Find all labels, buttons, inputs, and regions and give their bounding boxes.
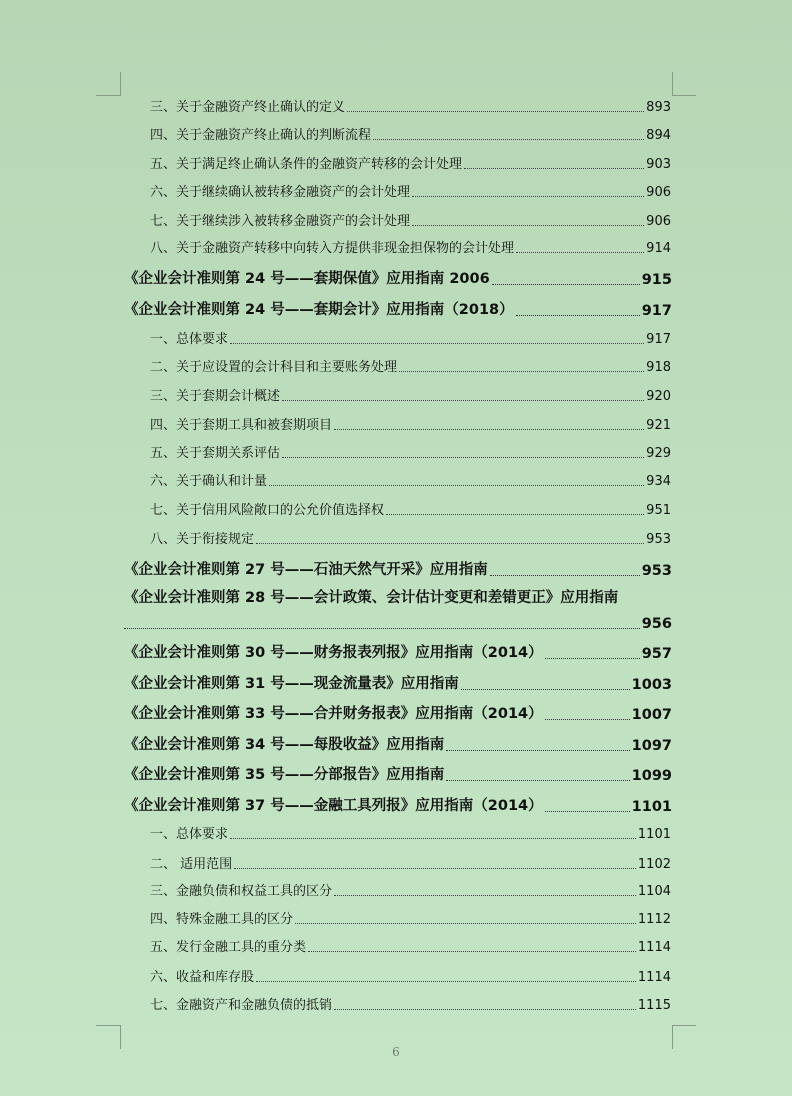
toc-entry-title: 八、关于金融资产转移中向转入方提供非现金担保物的会计处理	[150, 241, 515, 256]
toc-entry-title: 六、收益和库存股	[150, 970, 255, 985]
toc-entry-title: 三、金融负债和权益工具的区分	[150, 884, 333, 899]
dot-leader	[230, 838, 636, 839]
dot-leader	[490, 575, 640, 576]
toc-entry-title: 《企业会计准则第 27 号——石油天然气开采》应用指南	[124, 562, 488, 578]
toc-entry-section[interactable]	[150, 209, 671, 229]
toc-entry-title: 八、关于衔接规定	[150, 532, 255, 547]
toc-entry-chapter[interactable]	[124, 640, 672, 662]
toc-entry-page: 918	[646, 360, 671, 375]
dot-leader	[347, 111, 644, 112]
dot-leader	[373, 139, 644, 140]
dot-leader	[282, 400, 644, 401]
dot-leader	[412, 225, 644, 226]
dot-leader	[545, 658, 640, 659]
dot-leader	[412, 196, 644, 197]
dot-leader	[446, 780, 629, 781]
toc-entry-title: 七、关于继续涉入被转移金融资产的会计处理	[150, 214, 411, 229]
toc-entry-page: 953	[641, 563, 672, 579]
toc-entry-chapter[interactable]	[124, 793, 672, 815]
toc-entry-page: 934	[646, 474, 671, 489]
toc-entry-page: 951	[646, 503, 671, 518]
toc-entry-section[interactable]	[150, 180, 671, 200]
toc-entry-title: 《企业会计准则第 34 号——每股收益》应用指南	[124, 737, 445, 753]
dot-leader	[269, 485, 644, 486]
toc-entry-section[interactable]	[150, 384, 671, 404]
dot-leader	[492, 284, 640, 285]
toc-entry-page: 1099	[631, 768, 672, 784]
toc-entry-title: 《企业会计准则第 24 号——套期保值》应用指南 2006	[124, 271, 490, 287]
page-number: 6	[392, 1045, 400, 1059]
toc-entry-section[interactable]	[150, 822, 671, 842]
toc-entry-title: 《企业会计准则第 28 号——会计政策、会计估计变更和差错更正》应用指南	[124, 590, 619, 606]
dot-leader	[256, 981, 636, 982]
toc-entry-page: 1115	[637, 998, 671, 1013]
toc-entry-page: 1101	[631, 799, 672, 815]
dot-leader	[282, 457, 644, 458]
toc-entry-title: 《企业会计准则第 33 号——合并财务报表》应用指南（2014）	[124, 706, 543, 722]
dot-leader	[234, 868, 636, 869]
toc-entry-page: 1101	[637, 827, 671, 842]
toc-entry-section[interactable]	[150, 413, 671, 433]
toc-entry-page: 1097	[631, 738, 672, 754]
toc-entry-chapter[interactable]	[124, 762, 672, 784]
toc-entry-title: 四、关于套期工具和被套期项目	[150, 418, 333, 433]
toc-entry-title: 一、总体要求	[150, 332, 229, 347]
dot-leader	[461, 689, 630, 690]
dot-leader	[545, 811, 630, 812]
dot-leader	[334, 1009, 636, 1010]
toc-entry-page: 1104	[637, 884, 671, 899]
toc-entry-title: 三、关于套期会计概述	[150, 389, 281, 404]
dot-leader	[256, 543, 644, 544]
toc-entry-section[interactable]	[150, 498, 671, 518]
toc-entry-page: 906	[646, 185, 671, 200]
toc-entry-page: 894	[646, 128, 671, 143]
toc-entry-section[interactable]	[150, 935, 671, 955]
toc-entry-page: 1007	[631, 707, 672, 723]
dot-leader	[399, 371, 644, 372]
toc-entry-page: 906	[646, 214, 671, 229]
toc-entry-page: 917	[646, 332, 671, 347]
toc-entry-title: 二、 适用范围	[150, 857, 233, 872]
dot-leader	[464, 168, 644, 169]
toc-entry-page: 921	[646, 418, 671, 433]
toc-entry-title: 四、特殊金融工具的区分	[150, 912, 294, 927]
toc-entry-section[interactable]	[150, 123, 671, 143]
dot-leader	[386, 514, 644, 515]
dot-leader	[295, 923, 636, 924]
toc-entry-page: 1114	[637, 940, 671, 955]
toc-entry-section[interactable]	[150, 355, 671, 375]
toc-entry-section[interactable]	[150, 152, 671, 172]
toc-entry-title: 七、金融资产和金融负债的抵销	[150, 998, 333, 1013]
toc-entry-page: 1114	[637, 970, 671, 985]
toc-entry-chapter[interactable]	[124, 671, 672, 693]
dot-leader	[124, 628, 640, 629]
toc-entry-chapter[interactable]	[124, 266, 672, 288]
toc-entry-section[interactable]	[150, 95, 671, 115]
toc-entry-title: 七、关于信用风险敞口的公允价值选择权	[150, 503, 385, 518]
toc-entry-title: 《企业会计准则第 24 号——套期会计》应用指南（2018）	[124, 302, 514, 318]
toc-entry-section[interactable]	[150, 993, 671, 1013]
toc-entry-page: 915	[641, 272, 672, 288]
toc-entry-title: 《企业会计准则第 31 号——现金流量表》应用指南	[124, 676, 459, 692]
dot-leader	[308, 951, 636, 952]
toc-entry-title: 《企业会计准则第 35 号——分部报告》应用指南	[124, 767, 445, 783]
dot-leader	[334, 429, 644, 430]
toc-entry-title: 五、发行金融工具的重分类	[150, 940, 307, 955]
toc-entry-page: 953	[646, 532, 671, 547]
toc-entry-page: 903	[646, 157, 671, 172]
toc-entry-title: 一、总体要求	[150, 827, 229, 842]
toc-entry-page: 1102	[637, 857, 671, 872]
dot-leader	[230, 343, 644, 344]
toc-entry-title: 三、关于金融资产终止确认的定义	[150, 100, 346, 115]
toc-entry-title: 四、关于金融资产终止确认的判断流程	[150, 128, 372, 143]
toc-entry-chapter[interactable]	[124, 557, 672, 579]
toc-entry-title: 《企业会计准则第 30 号——财务报表列报》应用指南（2014）	[124, 645, 543, 661]
toc-entry-page: 957	[641, 646, 672, 662]
dot-leader	[446, 750, 629, 751]
toc-entry-section[interactable]	[150, 236, 671, 256]
toc-entry-page: 893	[646, 100, 671, 115]
toc-entry-title: 《企业会计准则第 37 号——金融工具列报》应用指南（2014）	[124, 798, 543, 814]
toc-entry-chapter[interactable]	[124, 701, 672, 723]
toc-entry-section[interactable]	[150, 469, 671, 489]
dot-leader	[334, 895, 636, 896]
toc-entry-section[interactable]	[150, 441, 671, 461]
toc-entry-title: 二、关于应设置的会计科目和主要账务处理	[150, 360, 398, 375]
toc-entry-chapter[interactable]	[124, 732, 672, 754]
toc-entry-page: 956	[641, 616, 672, 632]
toc-entry-section[interactable]	[150, 907, 671, 927]
toc-entry-page: 914	[646, 241, 671, 256]
toc-entry-page: 929	[646, 446, 671, 461]
toc-entry-page: 917	[641, 303, 672, 319]
toc-entry-section[interactable]	[150, 879, 671, 899]
toc-entry-section[interactable]	[150, 965, 671, 985]
toc-entry-title: 五、关于满足终止确认条件的金融资产转移的会计处理	[150, 157, 463, 172]
dot-leader	[545, 719, 630, 720]
toc-entry-section[interactable]	[150, 327, 671, 347]
toc-entry-section[interactable]	[150, 527, 671, 547]
toc-entry-chapter[interactable]	[124, 297, 672, 319]
toc-entry-title: 六、关于确认和计量	[150, 474, 268, 489]
dot-leader	[516, 252, 644, 253]
toc-entry-page: 1003	[631, 677, 672, 693]
toc-entry-title: 六、关于继续确认被转移金融资产的会计处理	[150, 185, 411, 200]
toc-entry-title: 五、关于套期关系评估	[150, 446, 281, 461]
dot-leader	[516, 315, 640, 316]
toc-entry-page: 1112	[637, 912, 671, 927]
toc-entry-page: 920	[646, 389, 671, 404]
toc-entry-section[interactable]	[150, 852, 671, 872]
